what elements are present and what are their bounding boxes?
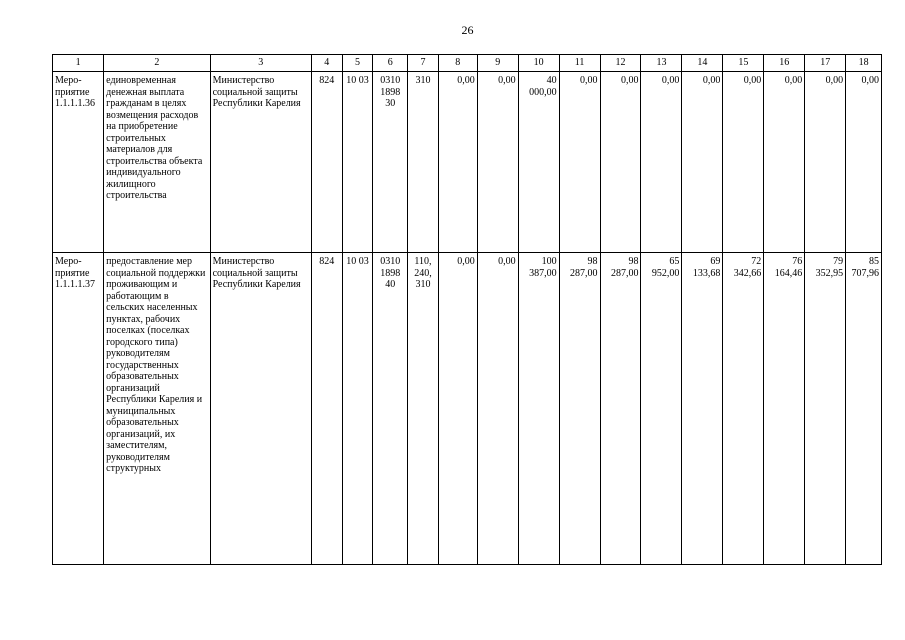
table-cell: 0,00 bbox=[600, 72, 641, 253]
table-cell: 0,00 bbox=[846, 72, 882, 253]
table-cell: 98 287,00 bbox=[559, 253, 600, 565]
column-header: 6 bbox=[373, 55, 408, 72]
column-header: 16 bbox=[764, 55, 805, 72]
budget-table bbox=[52, 54, 882, 565]
table-cell: 0310 1898 40 bbox=[373, 253, 408, 565]
column-header: 17 bbox=[805, 55, 846, 72]
table-cell: 85 707,96 bbox=[846, 253, 882, 565]
measure-description-cell: предоставление мер социальной поддержки проживающим и работающим в сельских населенных пунктах, рабочих поселках (поселках городского типа) руководителям государственных образовательных организаций Республики Карелия и муниципальных образовательных организаций, их заместителям, руководителям структурных bbox=[104, 253, 210, 565]
measure-description-cell: единовременная денежная выплата гражданам в целях возмещения расходов на приобретение строительных материалов для строительства объекта индивидуального жилищного строительства bbox=[104, 72, 210, 253]
column-header: 9 bbox=[477, 55, 518, 72]
table-cell: 40 000,00 bbox=[518, 72, 559, 253]
measure-id-cell: Меро- приятие 1.1.1.1.36 bbox=[53, 72, 104, 253]
column-header: 1 bbox=[53, 55, 104, 72]
table-cell: 65 952,00 bbox=[641, 253, 682, 565]
column-header: 18 bbox=[846, 55, 882, 72]
table-cell: 824 bbox=[311, 72, 342, 253]
table-cell: 0,00 bbox=[682, 72, 723, 253]
table-cell: 0,00 bbox=[723, 72, 764, 253]
table-cell: 0,00 bbox=[805, 72, 846, 253]
table-cell: 69 133,68 bbox=[682, 253, 723, 565]
table-cell: 10 03 bbox=[342, 253, 373, 565]
table-cell: 0,00 bbox=[477, 72, 518, 253]
column-header: 5 bbox=[342, 55, 373, 72]
measure-id-cell: Меро- приятие 1.1.1.1.37 bbox=[53, 253, 104, 565]
column-header: 4 bbox=[311, 55, 342, 72]
table-cell: 110, 240, 310 bbox=[408, 253, 439, 565]
column-header: 11 bbox=[559, 55, 600, 72]
responsible-executor-cell: Министерство социальной защиты Республики Карелия bbox=[210, 253, 311, 565]
column-header: 8 bbox=[438, 55, 477, 72]
table-cell: 98 287,00 bbox=[600, 253, 641, 565]
column-header: 2 bbox=[104, 55, 210, 72]
table-cell: 0,00 bbox=[641, 72, 682, 253]
table-cell: 76 164,46 bbox=[764, 253, 805, 565]
table-cell: 0310 1898 30 bbox=[373, 72, 408, 253]
column-header: 7 bbox=[408, 55, 439, 72]
column-header: 13 bbox=[641, 55, 682, 72]
column-header: 15 bbox=[723, 55, 764, 72]
column-header: 10 bbox=[518, 55, 559, 72]
column-header: 12 bbox=[600, 55, 641, 72]
table-cell: 79 352,95 bbox=[805, 253, 846, 565]
table-cell: 0,00 bbox=[477, 253, 518, 565]
table-row bbox=[53, 253, 882, 565]
table-cell: 100 387,00 bbox=[518, 253, 559, 565]
table-cell: 0,00 bbox=[764, 72, 805, 253]
table-cell: 0,00 bbox=[438, 253, 477, 565]
table-cell: 72 342,66 bbox=[723, 253, 764, 565]
page-number: 26 bbox=[461, 23, 474, 37]
table-cell: 0,00 bbox=[559, 72, 600, 253]
table-cell: 10 03 bbox=[342, 72, 373, 253]
responsible-executor-cell: Министерство социальной защиты Республики Карелия bbox=[210, 72, 311, 253]
table-cell: 0,00 bbox=[438, 72, 477, 253]
table-cell: 824 bbox=[311, 253, 342, 565]
table-cell: 310 bbox=[408, 72, 439, 253]
column-header: 3 bbox=[210, 55, 311, 72]
table-row bbox=[53, 72, 882, 253]
column-header: 14 bbox=[682, 55, 723, 72]
table-header-row bbox=[53, 55, 882, 72]
